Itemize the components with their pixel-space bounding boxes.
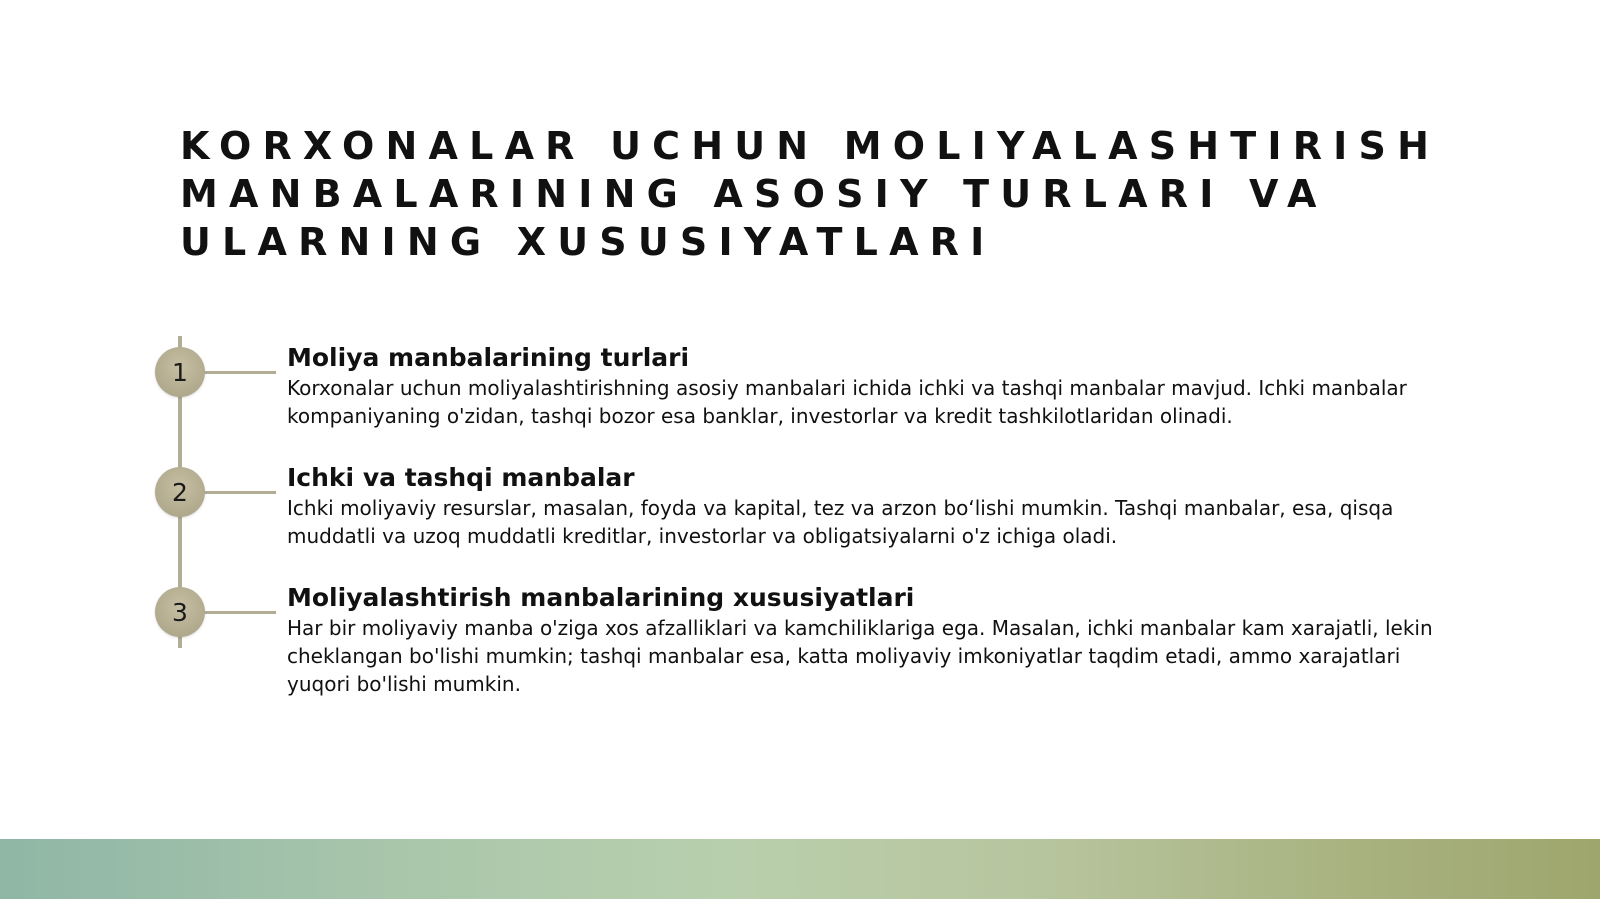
timeline-node-number: 1 xyxy=(172,357,188,387)
item-text: Korxonalar uchun moliyalashtirishning asosiy manbalari ichida ichki va tashqi manbalar mavjud. Ichki manbalar kompaniyaning o'zidan, tashqi bozor esa banklar, investorlar va kredit tashkilotlaridan olinadi. xyxy=(287,376,1407,428)
timeline-node-2 xyxy=(155,467,205,517)
item-title: Ichki va tashqi manbalar xyxy=(287,463,635,492)
decorative-bottom-band xyxy=(0,839,1600,899)
timeline-item-3 xyxy=(287,582,1467,698)
item-title: Moliyalashtirish manbalarining xususiyatlari xyxy=(287,583,915,612)
timeline-node-number: 2 xyxy=(172,477,188,507)
timeline-node-1 xyxy=(155,347,205,397)
item-title: Moliya manbalarining turlari xyxy=(287,343,690,372)
timeline-item-1 xyxy=(287,342,1467,430)
item-text: Har bir moliyaviy manba o'ziga xos afzalliklari va kamchiliklariga ega. Masalan, ichki manbalar kam xarajatli, lekin cheklangan bo'lishi mumkin; tashqi manbalar esa, katta moliyaviy imkoniyatlar taqdim etadi, ammo xarajatlari yuqori bo'lishi mumkin. xyxy=(287,616,1433,696)
timeline-node-3 xyxy=(155,587,205,637)
slide-title: KORXONALAR UCHUN MOLIYALASHTIRISH MANBALARINING ASOSIY TURLARI VA ULARNING XUSUSIYATLARI xyxy=(180,124,1441,264)
timeline-node-number: 3 xyxy=(172,597,188,627)
item-text: Ichki moliyaviy resurslar, masalan, foyda va kapital, tez va arzon bo‘lishi mumkin. Tashqi manbalar, esa, qisqa muddatli va uzoq muddatli kreditlar, investorlar va obligatsiyalarni o'z ichiga oladi. xyxy=(287,496,1394,548)
timeline-item-2 xyxy=(287,462,1467,550)
